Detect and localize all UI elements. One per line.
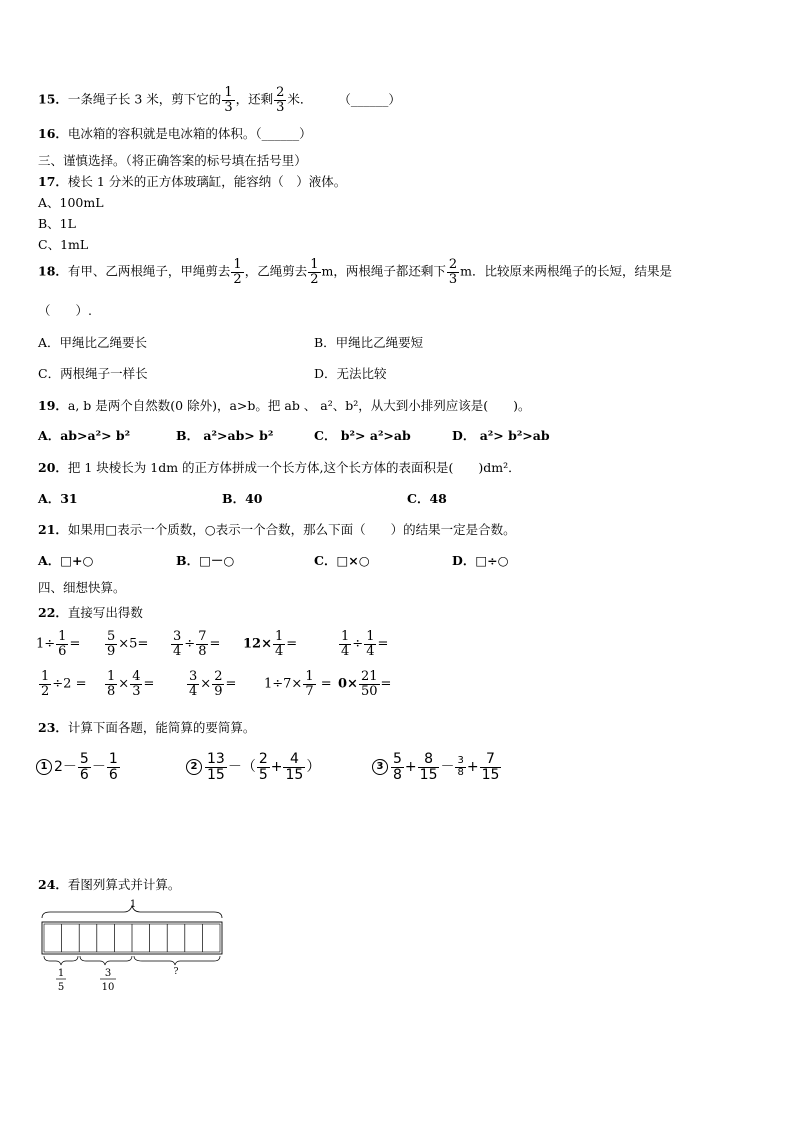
q18-fraction-1: $\frac{1}{2}$	[233, 257, 242, 287]
q22: 22．直接写出得数	[38, 605, 143, 620]
q20-option-c[interactable]: C．48	[407, 491, 447, 506]
q22-expr-r1-1[interactable]: 1÷ $\frac{1}{6}$ =	[36, 629, 81, 659]
q20-option-b[interactable]: B．40	[222, 491, 263, 506]
q22-expr-r1-2[interactable]: $\frac{5}{9}$ ×5=	[107, 629, 149, 659]
label-unknown: ?	[173, 967, 179, 977]
q24-segment-diagram	[36, 898, 236, 998]
q23-expression-3[interactable]: 3 $\frac{5}{8}$ + $\frac{8}{15}$ － $\frac{3}{8}$ + $\frac{7}{15}$	[372, 752, 502, 782]
circled-number-3: 3	[372, 759, 388, 775]
q17-option-a[interactable]: A、100mL	[38, 195, 104, 210]
q24: 24．看图列算式并计算。	[38, 877, 181, 892]
q19-option-b[interactable]: B． a²>ab> b²	[176, 428, 274, 443]
q15-number: 15．	[38, 91, 68, 107]
brace-3	[134, 956, 220, 965]
q17: 17．棱长 1 分米的正方体玻璃缸，能容纳（ ）液体。	[38, 174, 347, 189]
q16-answer-blank[interactable]: （______）	[255, 126, 312, 141]
brace-1	[44, 956, 78, 965]
circled-number-2: 2	[186, 759, 202, 775]
q16-number: 16．	[38, 126, 68, 141]
q21: 21．如果用□表示一个质数，○表示一个合数，那么下面（ ）的结果一定是合数。	[38, 522, 516, 537]
label-1-numerator: 1	[57, 968, 65, 979]
q22-expr-r2-1[interactable]: $\frac{1}{2}$ ÷2 =	[41, 669, 87, 699]
q22-expr-r2-3[interactable]: $\frac{3}{4}$ × $\frac{2}{9}$ =	[189, 669, 237, 699]
q21-option-a[interactable]: A．□+○	[38, 553, 94, 568]
q20-option-a[interactable]: A．31	[38, 491, 78, 506]
q19-option-d[interactable]: D． a²> b²>ab	[452, 428, 550, 443]
q18-answer-blank[interactable]: （ ）.	[38, 303, 92, 318]
label-2-denominator: 10	[101, 982, 115, 993]
q22-expr-r2-5[interactable]: 0× $\frac{21}{50}$ =	[338, 669, 392, 699]
brace-2	[80, 956, 132, 965]
q15: 15．一条绳子长 3 米，剪下它的 $\frac{1}{3}$ ，还剩 $\frac{2}{3}$ 米． （______）	[38, 85, 401, 115]
q15-answer-blank[interactable]: （______）	[338, 91, 401, 107]
label-1-denominator: 5	[57, 982, 65, 993]
q22-expr-r1-3[interactable]: $\frac{3}{4}$ ÷ $\frac{7}{8}$ =	[173, 629, 221, 659]
q18-fraction-2: $\frac{1}{2}$	[310, 257, 319, 287]
q22-expr-r2-2[interactable]: $\frac{1}{8}$ × $\frac{4}{3}$ =	[107, 669, 155, 699]
section-4-heading: 四、细想快算。	[38, 580, 126, 595]
q15-fraction-2: $\frac{2}{3}$	[276, 85, 285, 115]
q18-option-c[interactable]: C．两根绳子一样长	[38, 366, 148, 381]
circled-number-1: 1	[36, 759, 52, 775]
q19-option-a[interactable]: A．ab>a²> b²	[38, 428, 131, 443]
label-2-numerator: 3	[104, 968, 112, 979]
q23-expression-2[interactable]: 2 $\frac{13}{15}$ －（ $\frac{2}{5}$ + $\frac{4}{15}$ ）	[186, 752, 320, 782]
section-3-heading: 三、谨慎选择。（将正确答案的标号填在括号里）	[38, 153, 307, 168]
q18: 18．有甲、乙两根绳子，甲绳剪去 $\frac{1}{2}$ ，乙绳剪去 $\frac{1}{2}$ m，两根绳子都还剩下 $\frac{2}{3}$ m．比较原来两根绳子的长短，结果是	[38, 257, 672, 287]
q16: 16．电冰箱的容积就是电冰箱的体积。（______）	[38, 126, 312, 141]
q18-option-a[interactable]: A．甲绳比乙绳要长	[38, 335, 148, 350]
q21-option-d[interactable]: D．□÷○	[452, 553, 509, 568]
q15-fraction-1: $\frac{1}{3}$	[224, 85, 233, 115]
q23: 23．计算下面各题，能简算的要简算。	[38, 720, 256, 735]
q20: 20．把 1 块棱长为 1dm 的正方体拼成一个长方体,这个长方体的表面积是( )dm²．	[38, 460, 521, 475]
q17-option-b[interactable]: B、1L	[38, 216, 76, 231]
q17-option-c[interactable]: C、1mL	[38, 237, 89, 252]
q18-option-d[interactable]: D．无法比较	[314, 366, 387, 381]
top-label: 1	[129, 899, 137, 910]
q18-fraction-3: $\frac{2}{3}$	[448, 257, 458, 287]
q22-expr-r2-4[interactable]: 1÷7× $\frac{1}{7}$ =	[264, 669, 332, 699]
q23-expression-1[interactable]: 1 2－ $\frac{5}{6}$ － $\frac{1}{6}$	[36, 752, 121, 782]
q22-expr-r1-5[interactable]: $\frac{1}{4}$ ÷ $\frac{1}{4}$ =	[341, 629, 389, 659]
q19: 19．a, b 是两个自然数(0 除外)，a>b。把 ab 、 a²、b²，从大到小排列应该是( )。	[38, 398, 531, 413]
q15-text: 一条绳子长 3 米，剪下它的	[67, 91, 222, 107]
q19-option-c[interactable]: C． b²> a²>ab	[314, 428, 411, 443]
q21-option-b[interactable]: B．□－○	[176, 553, 235, 568]
q22-expr-r1-4[interactable]: 12× $\frac{1}{4}$ =	[243, 629, 298, 659]
q18-option-b[interactable]: B．甲绳比乙绳要短	[314, 335, 424, 350]
q21-option-c[interactable]: C．□×○	[314, 553, 370, 568]
